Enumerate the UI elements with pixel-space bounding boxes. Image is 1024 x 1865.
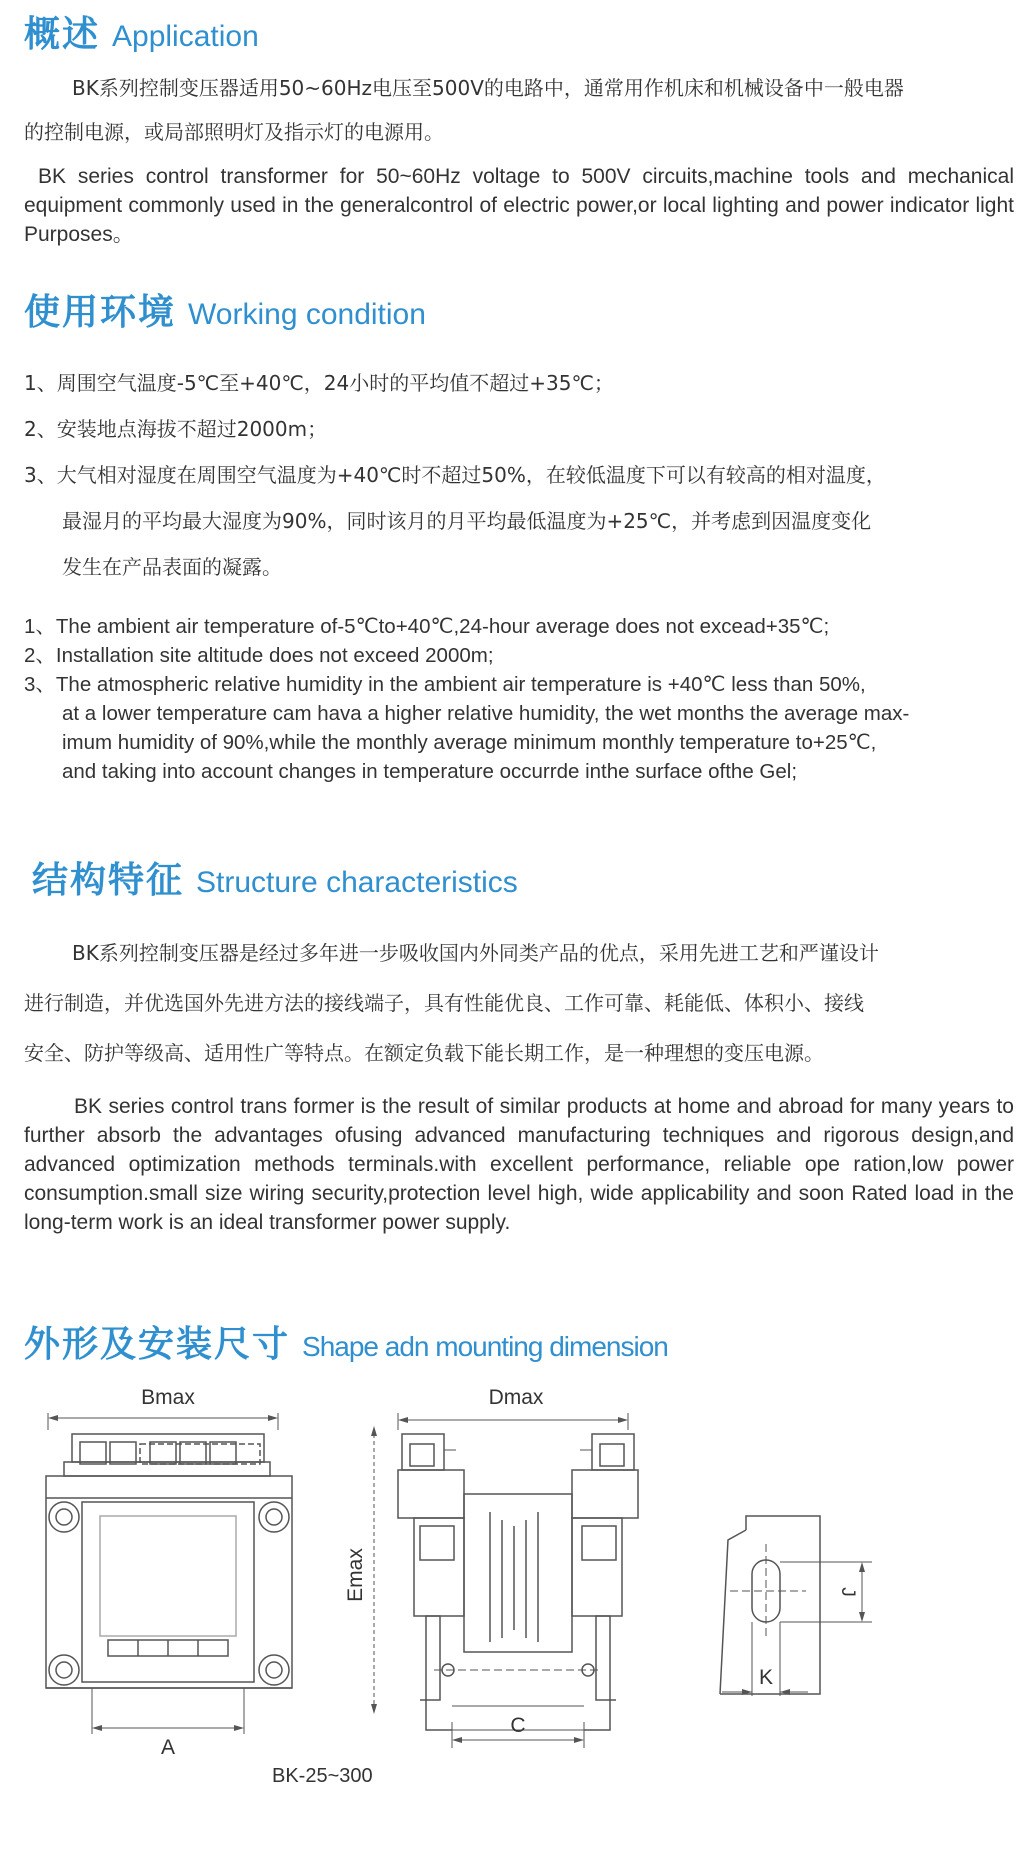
dimension-c-label: C xyxy=(510,1714,526,1737)
application-cn-line: 的控制电源，或局部照明灯及指示灯的电源用。 xyxy=(24,120,444,144)
shape-heading-en: Shape adn mounting dimension xyxy=(302,1331,668,1362)
working-en-item: 3、The atmospheric relative humidity in the ambient air temperature is +40℃ less than 50%, xyxy=(24,673,866,696)
application-cn-line: BK系列控制变压器适用50~60Hz电压至500V的电路中，通常用作机床和机械设备中一般电器 xyxy=(72,76,904,100)
application-heading-cn: 概述 xyxy=(24,14,101,55)
working-en-continuation: imum humidity of 90%,while the monthly average minimum monthly temperature to+25℃, xyxy=(62,731,877,754)
working-en-list xyxy=(24,612,1014,786)
working-heading-en: Working condition xyxy=(188,298,426,331)
structure-en-text: BK series control trans former is the result of similar products at home and abroad for many years to further absorb the advantages ofusing advanced manufacturing techniques and rigorous design,and advanced optimization methods terminals.with excellent performance, reliable ope ration,low power consumption.small size wiring security,protection level high, wide applicability and soon Rated load in the long-term work is an ideal transformer power supply. xyxy=(24,1095,1014,1234)
shape-heading xyxy=(24,1316,668,1367)
dmax-label: Dmax xyxy=(488,1386,544,1409)
structure-heading-en: Structure characteristics xyxy=(196,866,518,899)
model-range-label: BK-25~300 xyxy=(272,1765,373,1787)
structure-heading-cn: 结构特征 xyxy=(32,860,185,901)
working-en-continuation: and taking into account changes in temperature occurrde inthe surface ofthe Gel; xyxy=(62,760,798,783)
structure-cn-line: 安全、防护等级高、适用性广等特点。在额定负载下能长期工作，是一种理想的变压电源。 xyxy=(24,1041,824,1065)
working-heading-cn: 使用环境 xyxy=(24,292,177,333)
structure-heading xyxy=(32,852,518,903)
working-en-continuation: at a lower temperature cam hava a higher relative humidity, the wet months the average max- xyxy=(62,702,910,725)
working-heading xyxy=(24,284,426,335)
detail-view-drawing xyxy=(720,1516,872,1696)
working-en-item: 2、Installation site altitude does not exceed 2000m; xyxy=(24,644,494,667)
structure-cn-text xyxy=(24,928,1014,1078)
application-heading xyxy=(24,6,259,57)
dimension-k-label: K xyxy=(758,1666,774,1689)
working-cn-item: 3、大气相对湿度在周围空气温度为+40℃时不超过50%，在较低温度下可以有较高的相对温度， xyxy=(24,463,886,487)
working-en-item: 1、The ambient air temperature of-5℃to+40℃,24-hour average does not excead+35℃; xyxy=(24,615,830,638)
working-cn-list xyxy=(24,360,1014,590)
working-cn-continuation: 最湿月的平均最大湿度为90%，同时该月的月平均最低温度为+25℃，并考虑到因温度变化 xyxy=(62,509,872,533)
structure-cn-line: 进行制造，并优选国外先进方法的接线端子，具有性能优良、工作可靠、耗能低、体积小、接线 xyxy=(24,991,864,1015)
dimension-j-label: J xyxy=(837,1587,858,1597)
side-view-drawing xyxy=(371,1413,638,1748)
application-heading-en: Application xyxy=(112,20,259,53)
working-cn-item: 2、安装地点海拔不超过2000m； xyxy=(24,417,328,441)
dimension-a-label: A xyxy=(160,1736,176,1759)
bmax-label: Bmax xyxy=(141,1386,195,1409)
structure-cn-line: BK系列控制变压器是经过多年进一步吸收国内外同类产品的优点，采用先进工艺和严谨设计 xyxy=(72,941,879,965)
front-view-drawing xyxy=(46,1413,292,1734)
mounting-drawing xyxy=(0,1370,1024,1790)
shape-heading-cn: 外形及安装尺寸 xyxy=(24,1324,291,1365)
working-cn-continuation: 发生在产品表面的凝露。 xyxy=(62,555,282,579)
application-en-text: BK series control transformer for 50~60Hz voltage to 500V circuits,machine tools and mechanical equipment commonly used in the generalcontrol of electric power,or local lighting and power indicator light Purposes。 xyxy=(24,165,1014,246)
application-cn-text xyxy=(24,66,1014,154)
emax-label: Emax xyxy=(344,1548,367,1602)
working-cn-item: 1、周围空气温度-5℃至+40℃，24小时的平均值不超过+35℃； xyxy=(24,371,614,395)
